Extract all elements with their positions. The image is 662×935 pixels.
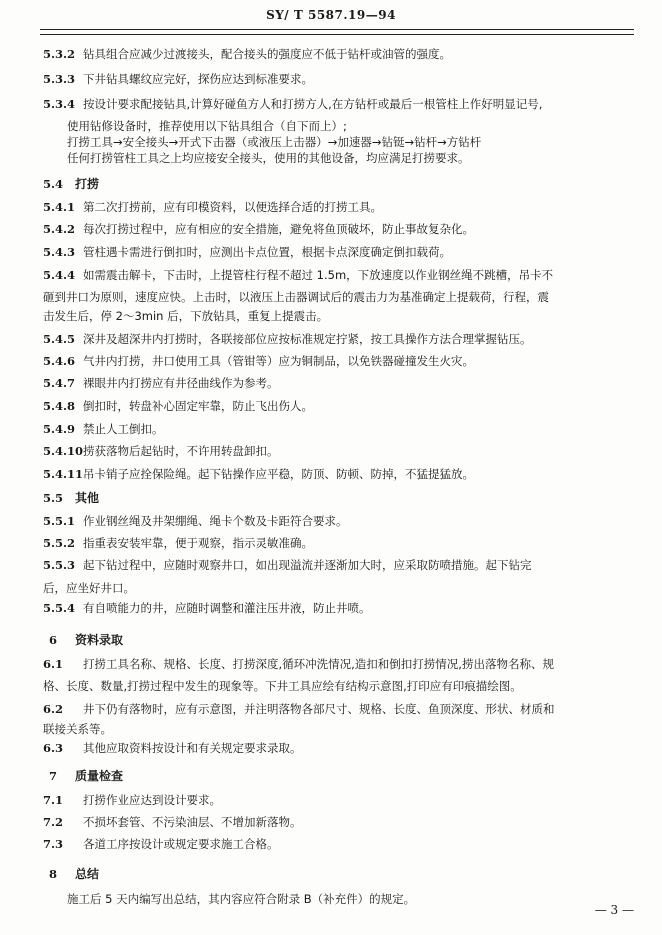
clause-text: 起下钻过程中，应随时观察井口，如出现溢流并逐渐加大时，应采取防喷措施。起下钻完 [83, 558, 532, 572]
clause-number: 6.1 [43, 657, 64, 671]
clause-line [43, 514, 348, 529]
clause-text: 打捞作业应达到设计要求。 [83, 793, 221, 807]
clause-text: 按设计要求配接钻具,计算好碰鱼方人和打捞方人,在方钻杆或最后一根管柱上作好明显记号, [83, 97, 543, 111]
clause-line [43, 657, 554, 672]
clause-text: 打捞工具→安全接头→开式下击器（或液压上击器）→加速器→钻铤→钻杆→方钻杆 [67, 135, 482, 149]
clause-number: 5.4.11 [43, 467, 84, 481]
subsection-heading [43, 177, 99, 192]
clause-text: 作业钢丝绳及井架绷绳、绳卡个数及卡距符合要求。 [83, 514, 348, 528]
page-header: SY/ T 5587.19—94 [266, 8, 396, 22]
clause-line [43, 245, 451, 260]
clause-number: 7.1 [43, 793, 64, 807]
header-rule-top [40, 29, 634, 30]
clause-line [43, 354, 474, 369]
section-heading [49, 633, 123, 648]
clause-line [43, 793, 221, 808]
clause-text: 不损坏套管、不污染油层、不增加新落物。 [83, 815, 302, 829]
clause-number: 5.4.5 [43, 332, 76, 346]
clause-text: 捞获落物后起钻时，不许用转盘卸扣。 [83, 444, 279, 458]
clause-number: 5.3.2 [43, 47, 76, 61]
clause-number: 8 [49, 867, 58, 881]
clause-line [67, 892, 415, 907]
clause-number: 5.5.1 [43, 514, 76, 528]
clause-line [43, 200, 382, 215]
clause-text: 资料录取 [75, 633, 124, 647]
clause-number: 5.4.7 [43, 376, 76, 390]
clause-text: 打捞 [75, 177, 100, 191]
clause-number: 5.4.6 [43, 354, 76, 368]
clause-number: 7.3 [43, 837, 64, 851]
clause-text: 裸眼井内打捞应有井径曲线作为参考。 [83, 376, 279, 390]
clause-line [43, 72, 313, 87]
clause-number: 6.3 [43, 741, 64, 755]
clause-number: 5.5.4 [43, 601, 76, 615]
clause-line [43, 679, 522, 694]
clause-line [43, 332, 532, 347]
clause-text: 格、长度、数量,打捞过程中发生的现象等。下井工具应绘有结构示意图,打印应有印痕描绘图。 [43, 679, 522, 693]
clause-text: 第二次打捞前，应有印模资料，以便选择合适的打捞工具。 [83, 200, 382, 214]
clause-number: 6 [49, 633, 58, 647]
clause-line [43, 558, 532, 573]
clause-number: 5.4.3 [43, 245, 76, 259]
clause-line [43, 702, 555, 717]
clause-text: 如需震击解卡，下击时，上提管柱行程不超过 1.5m，下放速度以作业钢丝绳不跳槽，吊卡不 [83, 268, 554, 282]
clause-number: 7 [49, 769, 58, 783]
clause-line [43, 47, 451, 62]
clause-text: 各道工序按设计或规定要求施工合格。 [83, 837, 279, 851]
clause-line [43, 222, 474, 237]
clause-number: 5.4.9 [43, 422, 76, 436]
clause-number: 5.3.4 [43, 97, 76, 111]
clause-text: 井下仍有落物时，应有示意图，并注明落物各部尺寸、规格、长度、鱼顶深度、形状、材质和 [83, 702, 555, 716]
section-heading [49, 769, 123, 784]
clause-text: 下井钻具螺纹应完好，探伤应达到标准要求。 [83, 72, 313, 86]
clause-line [43, 422, 164, 437]
clause-line [43, 290, 549, 305]
clause-text: 倒扣时，转盘补心固定牢靠，防止飞出伤人。 [83, 399, 313, 413]
page-number: — 3 — [594, 903, 634, 917]
clause-line [43, 601, 371, 616]
clause-line [67, 135, 481, 150]
clause-text: 其他 [75, 491, 100, 505]
clause-number: 5.5.2 [43, 536, 76, 550]
clause-text: 深井及超深井内打捞时，各联接部位应按标准规定拧紧，按工具操作方法合理掌握钻压。 [83, 332, 532, 346]
clause-line [43, 268, 553, 283]
clause-text: 打捞工具名称、规格、长度、打捞深度,循环冲洗情况,造扣和倒扣打捞情况,捞出落物名称、规 [83, 657, 554, 671]
clause-text: 有自喷能力的井，应随时调整和灌注压井液，防止井喷。 [83, 601, 371, 615]
clause-number: 5.4.4 [43, 268, 76, 282]
clause-line [43, 97, 542, 112]
clause-text: 使用钻修设备时，推荐使用以下钻具组合（自下而上）; [67, 119, 347, 133]
clause-number: 5.5 [43, 491, 64, 505]
clause-number: 5.4.2 [43, 222, 76, 236]
clause-number: 5.4.10 [43, 444, 84, 458]
subsection-heading [43, 491, 99, 506]
clause-text: 管柱遇卡需进行倒扣时，应测出卡点位置，根据卡点深度确定倒扣载荷。 [83, 245, 451, 259]
clause-text: 气井内打捞，井口使用工具（管钳等）应为铜制品，以免铁器碰撞发生火灾。 [83, 354, 474, 368]
clause-text: 禁止人工倒扣。 [83, 422, 164, 436]
clause-number: 5.4.1 [43, 200, 76, 214]
clause-text: 施工后 5 天内编写出总结，其内容应符合附录 B（补充件）的规定。 [67, 892, 416, 906]
clause-number: 5.5.3 [43, 558, 76, 572]
clause-line [43, 722, 112, 737]
clause-line [43, 444, 279, 459]
clause-number: 5.4.8 [43, 399, 76, 413]
clause-line [43, 536, 313, 551]
clause-line [67, 119, 347, 134]
clause-line [43, 815, 302, 830]
clause-line [43, 581, 135, 596]
clause-line [43, 309, 328, 324]
clause-number: 7.2 [43, 815, 64, 829]
clause-number: 5.3.3 [43, 72, 76, 86]
clause-text: 后，应坐好井口。 [43, 581, 135, 595]
clause-text: 每次打捞过程中，应有相应的安全措施，避免将鱼顶破坏，防止事故复杂化。 [83, 222, 474, 236]
clause-line [43, 741, 302, 756]
clause-text: 砸到井口为原则，速度应快。上击时，以液压上击器调试后的震击力为基准确定上提载荷，行程，震 [43, 290, 549, 304]
clause-text: 总结 [75, 867, 100, 881]
clause-line [43, 399, 313, 414]
clause-text: 质量检查 [75, 769, 124, 783]
clause-number: 5.4 [43, 177, 64, 191]
section-heading [49, 867, 99, 882]
clause-line [43, 837, 279, 852]
clause-text: 指重表安装牢靠，便于观察，指示灵敏准确。 [83, 536, 313, 550]
clause-line [43, 467, 474, 482]
clause-text: 吊卡销子应拴保险绳。起下钻操作应平稳，防顶、防顿、防掉，不猛提猛放。 [83, 467, 475, 481]
clause-number: 6.2 [43, 702, 64, 716]
clause-line [67, 151, 470, 166]
clause-text: 击发生后，停 2～3min 后，下放钻具，重复上提震击。 [43, 309, 329, 323]
clause-text: 联接关系等。 [43, 722, 112, 736]
header-rule-bottom [40, 34, 634, 35]
clause-text: 任何打捞管柱工具之上均应接安全接头，使用的其他设备，均应满足打捞要求。 [67, 151, 470, 165]
clause-text: 其他应取资料按设计和有关规定要求录取。 [83, 741, 302, 755]
clause-line [43, 376, 279, 391]
clause-text: 钻具组合应减少过渡接头，配合接头的强度应不低于钻杆或油管的强度。 [83, 47, 451, 61]
